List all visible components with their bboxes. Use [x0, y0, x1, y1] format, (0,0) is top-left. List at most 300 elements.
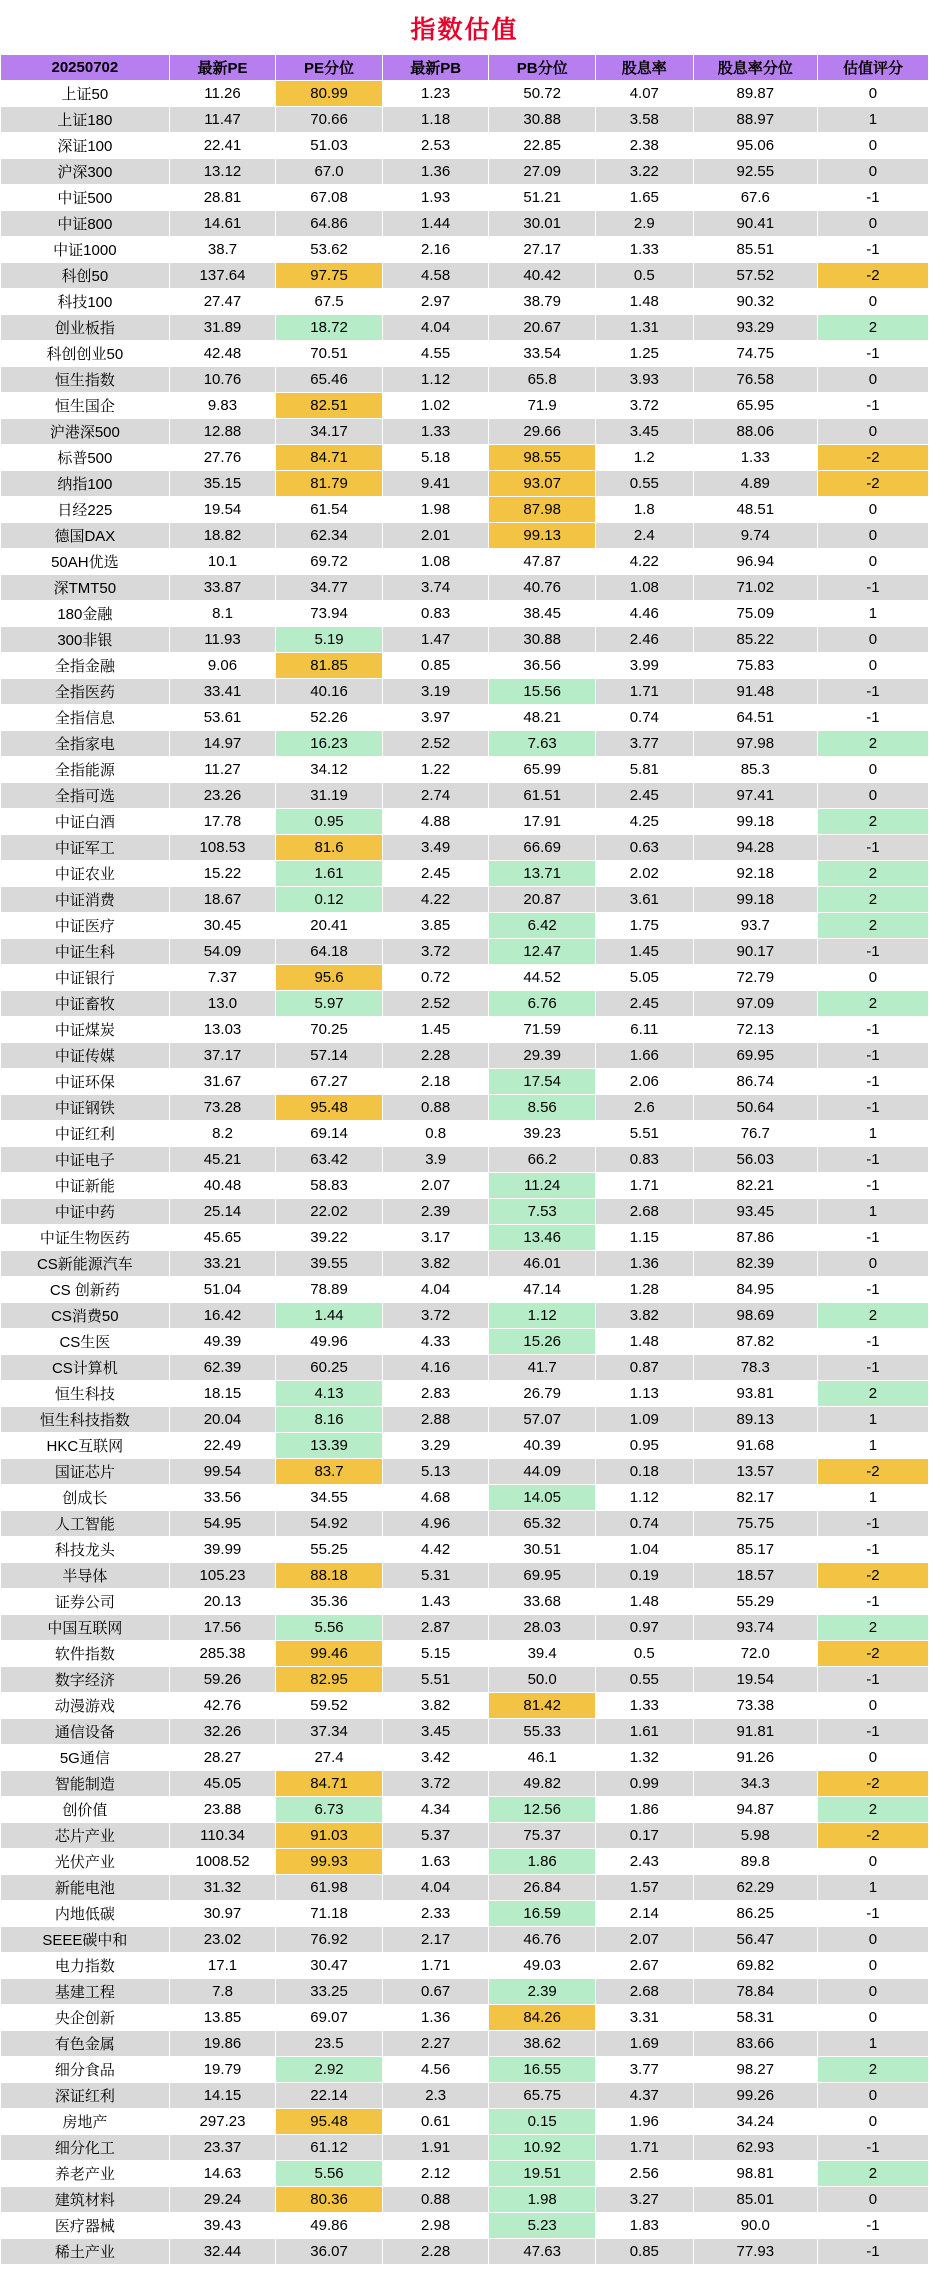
cell-pb-value: 3.72 [382, 1771, 489, 1797]
cell-pb-percentile: 44.52 [489, 965, 596, 991]
table-row [1, 263, 929, 289]
cell-pe-value: 23.02 [169, 1927, 276, 1953]
cell-dividend-yield: 1.75 [595, 913, 693, 939]
table-row [1, 809, 929, 835]
cell-pe-value: 99.54 [169, 1459, 276, 1485]
cell-dividend-yield-percentile: 5.98 [693, 1823, 817, 1849]
cell-pb-percentile: 75.37 [489, 1823, 596, 1849]
cell-pb-percentile: 29.39 [489, 1043, 596, 1069]
cell-pb-percentile: 65.32 [489, 1511, 596, 1537]
cell-pe-value: 17.1 [169, 1953, 276, 1979]
cell-pb-value: 1.08 [382, 549, 489, 575]
cell-pe-value: 17.56 [169, 1615, 276, 1641]
cell-valuation-score: -2 [817, 1823, 928, 1849]
cell-pe-percentile: 71.18 [276, 1901, 383, 1927]
cell-pb-value: 2.98 [382, 2213, 489, 2239]
cell-dividend-yield: 1.13 [595, 1381, 693, 1407]
cell-index-name: 中证800 [1, 211, 170, 237]
cell-pb-percentile: 84.26 [489, 2005, 596, 2031]
table-row [1, 627, 929, 653]
cell-index-name: 中证医疗 [1, 913, 170, 939]
cell-valuation-score: -1 [817, 1225, 928, 1251]
cell-dividend-yield-percentile: 99.18 [693, 887, 817, 913]
cell-valuation-score: -1 [817, 1589, 928, 1615]
cell-pe-percentile: 57.14 [276, 1043, 383, 1069]
cell-pe-value: 20.04 [169, 1407, 276, 1433]
cell-index-name: CS新能源汽车 [1, 1251, 170, 1277]
cell-dividend-yield: 1.83 [595, 2213, 693, 2239]
cell-pe-value: 33.56 [169, 1485, 276, 1511]
cell-dividend-yield-percentile: 96.94 [693, 549, 817, 575]
cell-dividend-yield: 1.2 [595, 445, 693, 471]
table-row [1, 1563, 929, 1589]
cell-dividend-yield-percentile: 1.33 [693, 445, 817, 471]
table-row [1, 2057, 929, 2083]
table-row [1, 861, 929, 887]
cell-dividend-yield: 2.02 [595, 861, 693, 887]
table-row [1, 1849, 929, 1875]
cell-pb-value: 3.97 [382, 705, 489, 731]
cell-valuation-score: 0 [817, 289, 928, 315]
cell-pe-value: 27.76 [169, 445, 276, 471]
cell-index-name: 恒生科技 [1, 1381, 170, 1407]
cell-pe-percentile: 84.71 [276, 1771, 383, 1797]
cell-pe-percentile: 84.71 [276, 445, 383, 471]
cell-pe-percentile: 33.25 [276, 1979, 383, 2005]
table-row [1, 1251, 929, 1277]
cell-pb-value: 2.27 [382, 2031, 489, 2057]
cell-index-name: 创成长 [1, 1485, 170, 1511]
cell-valuation-score: -1 [817, 1069, 928, 1095]
table-row [1, 2239, 929, 2265]
cell-index-name: 房地产 [1, 2109, 170, 2135]
cell-pe-percentile: 61.54 [276, 497, 383, 523]
cell-pe-percentile: 81.85 [276, 653, 383, 679]
cell-dividend-yield-percentile: 34.24 [693, 2109, 817, 2135]
cell-pb-value: 1.93 [382, 185, 489, 211]
cell-dividend-yield: 0.85 [595, 2239, 693, 2265]
cell-pe-value: 14.61 [169, 211, 276, 237]
cell-pe-value: 110.34 [169, 1823, 276, 1849]
cell-dividend-yield: 1.57 [595, 1875, 693, 1901]
cell-index-name: 180金融 [1, 601, 170, 627]
cell-index-name: 深证红利 [1, 2083, 170, 2109]
cell-index-name: 中证红利 [1, 1121, 170, 1147]
cell-dividend-yield-percentile: 18.57 [693, 1563, 817, 1589]
cell-pe-value: 18.82 [169, 523, 276, 549]
cell-dividend-yield-percentile: 73.38 [693, 1693, 817, 1719]
cell-pe-percentile: 81.6 [276, 835, 383, 861]
cell-pe-value: 14.97 [169, 731, 276, 757]
cell-valuation-score: -1 [817, 939, 928, 965]
cell-valuation-score: -2 [817, 1459, 928, 1485]
cell-index-name: 人工智能 [1, 1511, 170, 1537]
cell-pe-value: 13.85 [169, 2005, 276, 2031]
cell-pe-value: 108.53 [169, 835, 276, 861]
cell-pb-percentile: 50.0 [489, 1667, 596, 1693]
cell-valuation-score: 0 [817, 627, 928, 653]
cell-pe-percentile: 4.13 [276, 1381, 383, 1407]
cell-index-name: 中证500 [1, 185, 170, 211]
cell-dividend-yield-percentile: 93.7 [693, 913, 817, 939]
cell-pb-value: 5.15 [382, 1641, 489, 1667]
cell-pe-value: 14.15 [169, 2083, 276, 2109]
cell-index-name: 国证芯片 [1, 1459, 170, 1485]
cell-pe-value: 19.79 [169, 2057, 276, 2083]
cell-dividend-yield: 0.83 [595, 1147, 693, 1173]
cell-dividend-yield-percentile: 75.75 [693, 1511, 817, 1537]
cell-dividend-yield-percentile: 62.93 [693, 2135, 817, 2161]
cell-dividend-yield-percentile: 85.3 [693, 757, 817, 783]
cell-pb-value: 5.18 [382, 445, 489, 471]
cell-pe-value: 19.86 [169, 2031, 276, 2057]
cell-pb-value: 1.44 [382, 211, 489, 237]
cell-pe-percentile: 1.44 [276, 1303, 383, 1329]
cell-pe-value: 51.04 [169, 1277, 276, 1303]
cell-valuation-score: 0 [817, 523, 928, 549]
cell-pb-value: 1.36 [382, 159, 489, 185]
cell-pb-percentile: 46.01 [489, 1251, 596, 1277]
cell-pb-percentile: 41.7 [489, 1355, 596, 1381]
cell-index-name: 新能电池 [1, 1875, 170, 1901]
cell-pb-value: 3.72 [382, 939, 489, 965]
cell-pe-percentile: 99.46 [276, 1641, 383, 1667]
cell-pe-value: 19.54 [169, 497, 276, 523]
cell-dividend-yield-percentile: 34.3 [693, 1771, 817, 1797]
cell-dividend-yield-percentile: 91.48 [693, 679, 817, 705]
cell-pe-value: 285.38 [169, 1641, 276, 1667]
table-row [1, 1407, 929, 1433]
cell-pe-percentile: 63.42 [276, 1147, 383, 1173]
table-row [1, 419, 929, 445]
cell-pe-value: 40.48 [169, 1173, 276, 1199]
cell-dividend-yield-percentile: 90.41 [693, 211, 817, 237]
cell-pe-value: 22.49 [169, 1433, 276, 1459]
cell-dividend-yield: 1.12 [595, 1485, 693, 1511]
cell-valuation-score: 0 [817, 1849, 928, 1875]
cell-valuation-score: -1 [817, 185, 928, 211]
cell-dividend-yield: 3.31 [595, 2005, 693, 2031]
cell-dividend-yield-percentile: 97.41 [693, 783, 817, 809]
cell-pe-percentile: 95.48 [276, 1095, 383, 1121]
table-row [1, 393, 929, 419]
cell-valuation-score: -1 [817, 1095, 928, 1121]
cell-valuation-score: 2 [817, 861, 928, 887]
cell-pb-value: 0.88 [382, 1095, 489, 1121]
cell-pb-percentile: 33.68 [489, 1589, 596, 1615]
cell-valuation-score: -1 [817, 1511, 928, 1537]
table-row [1, 835, 929, 861]
cell-valuation-score: 2 [817, 809, 928, 835]
cell-dividend-yield: 1.45 [595, 939, 693, 965]
cell-pe-value: 15.22 [169, 861, 276, 887]
table-row [1, 2213, 929, 2239]
cell-pe-percentile: 39.55 [276, 1251, 383, 1277]
cell-valuation-score: 0 [817, 81, 928, 107]
cell-dividend-yield-percentile: 93.45 [693, 1199, 817, 1225]
cell-pe-percentile: 95.48 [276, 2109, 383, 2135]
cell-valuation-score: 0 [817, 1927, 928, 1953]
cell-dividend-yield: 1.08 [595, 575, 693, 601]
cell-pb-percentile: 16.55 [489, 2057, 596, 2083]
cell-dividend-yield-percentile: 67.6 [693, 185, 817, 211]
cell-dividend-yield-percentile: 90.0 [693, 2213, 817, 2239]
cell-pb-value: 1.02 [382, 393, 489, 419]
cell-pe-percentile: 30.47 [276, 1953, 383, 1979]
table-row [1, 2187, 929, 2213]
cell-pb-value: 1.12 [382, 367, 489, 393]
cell-index-name: 基建工程 [1, 1979, 170, 2005]
cell-pe-value: 33.87 [169, 575, 276, 601]
cell-pb-percentile: 5.23 [489, 2213, 596, 2239]
cell-index-name: 动漫游戏 [1, 1693, 170, 1719]
cell-dividend-yield: 2.14 [595, 1901, 693, 1927]
cell-dividend-yield: 1.65 [595, 185, 693, 211]
table-body [1, 81, 929, 2265]
cell-pb-value: 4.04 [382, 1875, 489, 1901]
cell-valuation-score: 2 [817, 315, 928, 341]
cell-dividend-yield-percentile: 58.31 [693, 2005, 817, 2031]
cell-pe-value: 33.41 [169, 679, 276, 705]
cell-pb-value: 3.19 [382, 679, 489, 705]
table-row [1, 1121, 929, 1147]
cell-dividend-yield: 2.68 [595, 1979, 693, 2005]
cell-dividend-yield-percentile: 88.06 [693, 419, 817, 445]
cell-valuation-score: 1 [817, 1875, 928, 1901]
table-row [1, 1173, 929, 1199]
table-row [1, 913, 929, 939]
table-row [1, 341, 929, 367]
cell-pe-percentile: 0.95 [276, 809, 383, 835]
valuation-table [0, 54, 929, 2265]
cell-pb-percentile: 6.76 [489, 991, 596, 1017]
table-row [1, 575, 929, 601]
cell-dividend-yield: 3.77 [595, 2057, 693, 2083]
cell-pb-percentile: 47.63 [489, 2239, 596, 2265]
cell-valuation-score: -1 [817, 835, 928, 861]
cell-pe-value: 7.37 [169, 965, 276, 991]
cell-valuation-score: -1 [817, 2239, 928, 2265]
cell-pe-percentile: 76.92 [276, 1927, 383, 1953]
cell-dividend-yield: 0.55 [595, 1667, 693, 1693]
cell-valuation-score: 2 [817, 1303, 928, 1329]
cell-dividend-yield: 2.6 [595, 1095, 693, 1121]
cell-dividend-yield-percentile: 69.82 [693, 1953, 817, 1979]
cell-pe-percentile: 36.07 [276, 2239, 383, 2265]
cell-pe-percentile: 69.72 [276, 549, 383, 575]
cell-pe-percentile: 81.79 [276, 471, 383, 497]
table-row [1, 549, 929, 575]
table-row [1, 1927, 929, 1953]
cell-pb-value: 9.41 [382, 471, 489, 497]
cell-pe-value: 105.23 [169, 1563, 276, 1589]
cell-pe-percentile: 80.99 [276, 81, 383, 107]
table-row [1, 1693, 929, 1719]
cell-dividend-yield: 2.06 [595, 1069, 693, 1095]
cell-pb-value: 3.85 [382, 913, 489, 939]
table-row [1, 939, 929, 965]
cell-dividend-yield: 5.51 [595, 1121, 693, 1147]
cell-pe-value: 11.26 [169, 81, 276, 107]
cell-index-name: 养老产业 [1, 2161, 170, 2187]
cell-pe-percentile: 97.75 [276, 263, 383, 289]
cell-dividend-yield-percentile: 86.74 [693, 1069, 817, 1095]
cell-valuation-score: 0 [817, 2083, 928, 2109]
table-row [1, 1901, 929, 1927]
cell-valuation-score: -1 [817, 1017, 928, 1043]
column-header-dividend-yield-percentile: 股息率分位 [693, 55, 817, 81]
cell-index-name: 创价值 [1, 1797, 170, 1823]
cell-index-name: 电力指数 [1, 1953, 170, 1979]
cell-dividend-yield-percentile: 76.7 [693, 1121, 817, 1147]
table-row [1, 471, 929, 497]
cell-pb-percentile: 47.14 [489, 1277, 596, 1303]
cell-index-name: 稀土产业 [1, 2239, 170, 2265]
cell-pe-value: 62.39 [169, 1355, 276, 1381]
cell-pb-percentile: 13.71 [489, 861, 596, 887]
cell-pe-percentile: 5.56 [276, 1615, 383, 1641]
cell-dividend-yield-percentile: 72.79 [693, 965, 817, 991]
cell-pe-value: 42.76 [169, 1693, 276, 1719]
cell-index-name: 科技龙头 [1, 1537, 170, 1563]
cell-pe-percentile: 5.97 [276, 991, 383, 1017]
cell-pe-percentile: 55.25 [276, 1537, 383, 1563]
cell-pb-percentile: 65.8 [489, 367, 596, 393]
cell-pb-percentile: 14.05 [489, 1485, 596, 1511]
cell-pb-value: 1.98 [382, 497, 489, 523]
cell-pb-percentile: 16.59 [489, 1901, 596, 1927]
cell-pb-value: 4.16 [382, 1355, 489, 1381]
cell-dividend-yield: 1.71 [595, 1173, 693, 1199]
cell-pe-percentile: 2.92 [276, 2057, 383, 2083]
cell-pb-value: 2.3 [382, 2083, 489, 2109]
cell-index-name: 深证100 [1, 133, 170, 159]
cell-dividend-yield: 2.07 [595, 1927, 693, 1953]
cell-pe-percentile: 8.16 [276, 1407, 383, 1433]
cell-pe-value: 54.09 [169, 939, 276, 965]
cell-pe-value: 8.2 [169, 1121, 276, 1147]
cell-dividend-yield-percentile: 92.18 [693, 861, 817, 887]
cell-pb-percentile: 38.79 [489, 289, 596, 315]
cell-dividend-yield: 1.33 [595, 1693, 693, 1719]
cell-valuation-score: 0 [817, 419, 928, 445]
cell-dividend-yield-percentile: 94.28 [693, 835, 817, 861]
cell-pb-percentile: 2.39 [489, 1979, 596, 2005]
cell-dividend-yield-percentile: 99.18 [693, 809, 817, 835]
cell-dividend-yield: 1.8 [595, 497, 693, 523]
cell-dividend-yield: 0.99 [595, 1771, 693, 1797]
table-row [1, 1589, 929, 1615]
cell-pb-percentile: 98.55 [489, 445, 596, 471]
cell-valuation-score: 0 [817, 1979, 928, 2005]
cell-valuation-score: 0 [817, 497, 928, 523]
cell-dividend-yield-percentile: 19.54 [693, 1667, 817, 1693]
cell-index-name: 全指可选 [1, 783, 170, 809]
cell-dividend-yield: 1.66 [595, 1043, 693, 1069]
cell-pb-percentile: 19.51 [489, 2161, 596, 2187]
cell-index-name: 中证生科 [1, 939, 170, 965]
cell-pb-percentile: 65.75 [489, 2083, 596, 2109]
cell-valuation-score: 0 [817, 1693, 928, 1719]
cell-pb-value: 1.22 [382, 757, 489, 783]
cell-valuation-score: -2 [817, 471, 928, 497]
cell-dividend-yield: 1.69 [595, 2031, 693, 2057]
cell-dividend-yield: 0.19 [595, 1563, 693, 1589]
cell-index-name: 有色金属 [1, 2031, 170, 2057]
cell-dividend-yield-percentile: 93.74 [693, 1615, 817, 1641]
cell-pb-percentile: 36.56 [489, 653, 596, 679]
cell-dividend-yield: 1.04 [595, 1537, 693, 1563]
cell-dividend-yield: 2.45 [595, 783, 693, 809]
cell-pe-percentile: 27.4 [276, 1745, 383, 1771]
cell-pb-percentile: 27.09 [489, 159, 596, 185]
cell-valuation-score: 0 [817, 2187, 928, 2213]
cell-valuation-score: -1 [817, 237, 928, 263]
cell-pb-percentile: 0.15 [489, 2109, 596, 2135]
cell-pb-percentile: 10.92 [489, 2135, 596, 2161]
cell-pe-percentile: 67.5 [276, 289, 383, 315]
cell-pe-value: 32.26 [169, 1719, 276, 1745]
cell-pb-value: 4.58 [382, 263, 489, 289]
table-row [1, 289, 929, 315]
cell-index-name: 深TMT50 [1, 575, 170, 601]
cell-pb-value: 1.23 [382, 81, 489, 107]
cell-pe-percentile: 58.83 [276, 1173, 383, 1199]
cell-index-name: 300非银 [1, 627, 170, 653]
cell-pe-value: 29.24 [169, 2187, 276, 2213]
cell-index-name: CS消费50 [1, 1303, 170, 1329]
cell-dividend-yield-percentile: 86.25 [693, 1901, 817, 1927]
cell-pb-value: 2.16 [382, 237, 489, 263]
cell-dividend-yield-percentile: 94.87 [693, 1797, 817, 1823]
cell-pe-percentile: 82.51 [276, 393, 383, 419]
cell-dividend-yield: 4.25 [595, 809, 693, 835]
cell-index-name: 中证新能 [1, 1173, 170, 1199]
cell-pe-value: 17.78 [169, 809, 276, 835]
cell-dividend-yield-percentile: 95.06 [693, 133, 817, 159]
cell-valuation-score: 0 [817, 757, 928, 783]
cell-valuation-score: -1 [817, 2135, 928, 2161]
cell-index-name: 中证军工 [1, 835, 170, 861]
cell-valuation-score: -1 [817, 575, 928, 601]
cell-pb-value: 3.82 [382, 1693, 489, 1719]
cell-pe-percentile: 34.12 [276, 757, 383, 783]
cell-pe-percentile: 37.34 [276, 1719, 383, 1745]
cell-dividend-yield: 0.97 [595, 1615, 693, 1641]
cell-dividend-yield: 3.99 [595, 653, 693, 679]
cell-pb-value: 4.42 [382, 1537, 489, 1563]
cell-pe-value: 11.47 [169, 107, 276, 133]
cell-index-name: 央企创新 [1, 2005, 170, 2031]
cell-dividend-yield: 2.43 [595, 1849, 693, 1875]
cell-valuation-score: 1 [817, 1407, 928, 1433]
cell-valuation-score: -1 [817, 1719, 928, 1745]
table-header [1, 55, 929, 81]
cell-dividend-yield: 4.07 [595, 81, 693, 107]
cell-pb-value: 3.29 [382, 1433, 489, 1459]
cell-pe-value: 14.63 [169, 2161, 276, 2187]
cell-pb-percentile: 48.21 [489, 705, 596, 731]
cell-index-name: 恒生国企 [1, 393, 170, 419]
cell-index-name: 中证钢铁 [1, 1095, 170, 1121]
cell-pb-value: 4.33 [382, 1329, 489, 1355]
cell-index-name: 上证50 [1, 81, 170, 107]
cell-pe-value: 53.61 [169, 705, 276, 731]
cell-index-name: SEEE碳中和 [1, 1927, 170, 1953]
cell-pb-percentile: 33.54 [489, 341, 596, 367]
cell-dividend-yield-percentile: 48.51 [693, 497, 817, 523]
cell-pe-value: 10.1 [169, 549, 276, 575]
